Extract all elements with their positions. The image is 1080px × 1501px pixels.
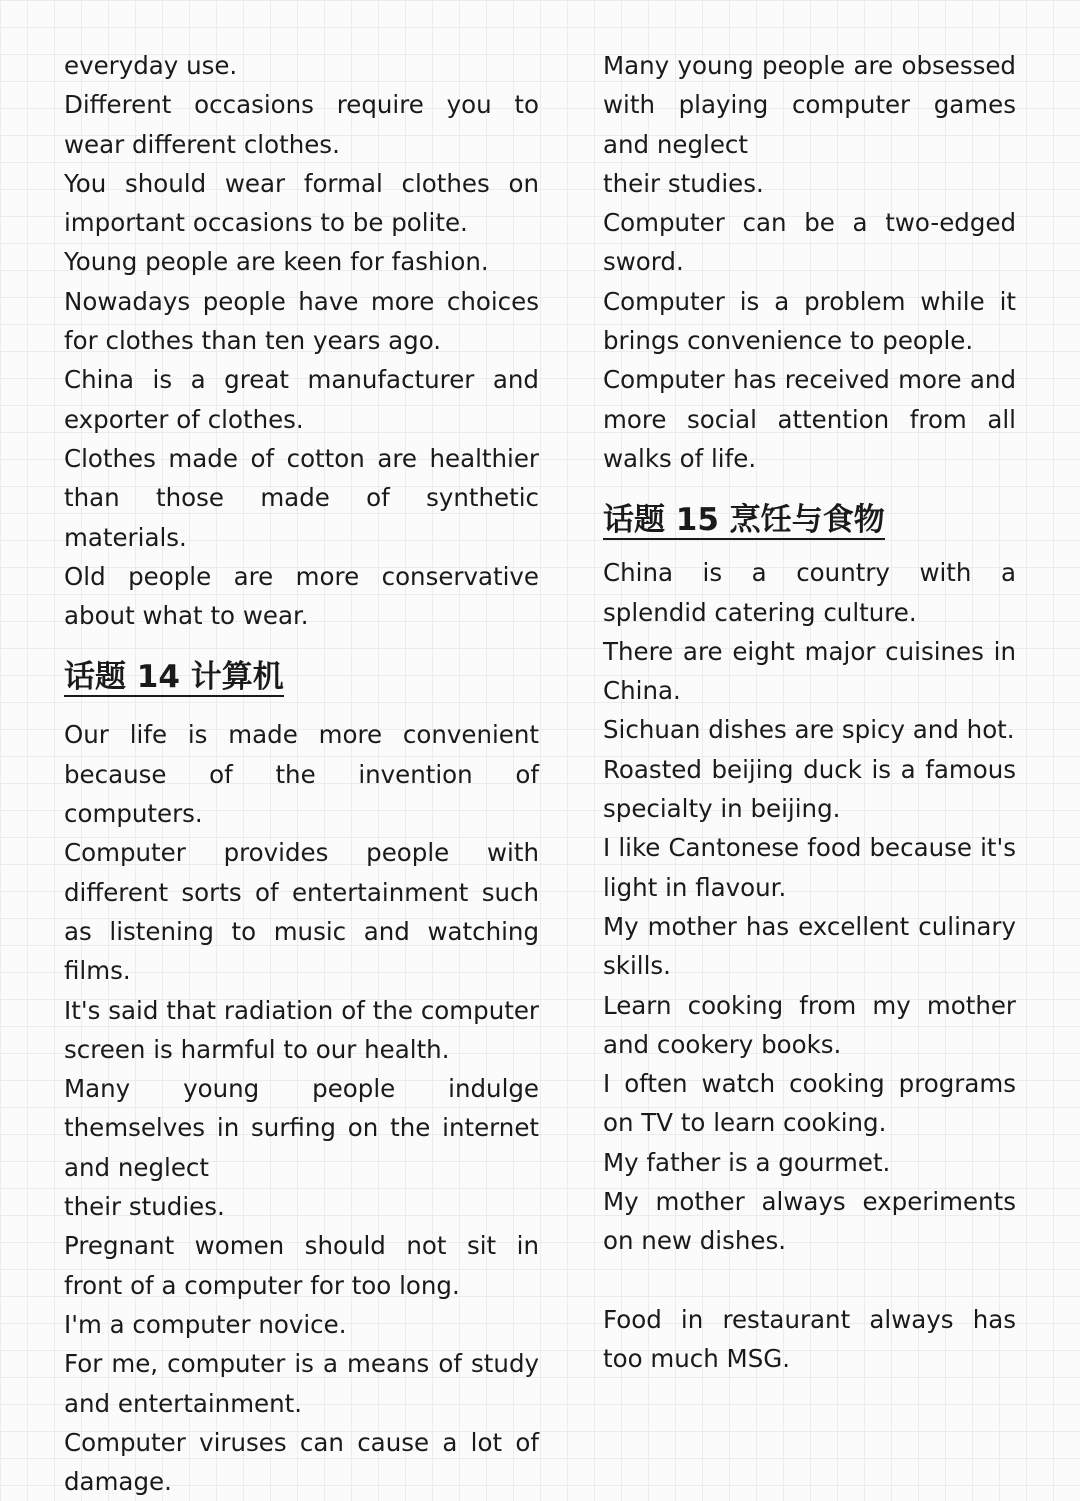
left-column bbox=[64, 46, 539, 1501]
text-line: Many young people are obsessed with playing computer games and neglect their studies. bbox=[603, 51, 1016, 198]
text-line: Young people are keen for fashion. bbox=[64, 247, 489, 277]
text-line: For me, computer is a means of study and entertainment. bbox=[64, 1349, 539, 1418]
text-line: I like Cantonese food because it's light in flavour. bbox=[603, 833, 1016, 902]
text-line: Our life is made more convenient because of the invention of computers. bbox=[64, 720, 539, 829]
text-line: I often watch cooking programs on TV to learn cooking. bbox=[603, 1069, 1016, 1138]
text-line: everyday use. bbox=[64, 51, 238, 80]
text-line: China is a great manufacturer and exporter of clothes. bbox=[64, 365, 539, 434]
text-line: Old people are more conservative about what to wear. bbox=[64, 561, 539, 631]
text-line: Nowadays people have more choices for clothes than ten years ago. bbox=[64, 286, 539, 356]
topic-14-heading bbox=[64, 657, 539, 697]
text-line: Food in restaurant always has too much MSG. bbox=[603, 1304, 1016, 1374]
text-line: Computer is a problem while it brings convenience to people. bbox=[603, 286, 1016, 356]
text-line: My father is a gourmet. bbox=[603, 1147, 891, 1177]
text-line: There are eight major cuisines in China. bbox=[603, 636, 1016, 706]
text-line: Learn cooking from my mother and cookery books. bbox=[603, 990, 1016, 1059]
text-line: Roasted beijing duck is a famous specialty in beijing. bbox=[603, 754, 1016, 824]
right-column bbox=[603, 46, 1016, 1379]
text-line: I'm a computer novice. bbox=[64, 1309, 347, 1339]
topic-15-heading-text: 话题 15 烹饪与食物 bbox=[603, 502, 885, 539]
text-line: You should wear formal clothes on important occasions to be polite. bbox=[64, 168, 539, 238]
text-line: Many young people indulge themselves in surfing on the internet and neglect their studies. bbox=[64, 1074, 539, 1222]
blank-line bbox=[603, 1261, 1016, 1300]
text-line: My mother has excellent culinary skills. bbox=[603, 911, 1016, 981]
text-line: It's said that radiation of the computer screen is harmful to our health. bbox=[64, 995, 539, 1064]
text-line: Computer has received more and more social attention from all walks of life. bbox=[603, 365, 1016, 473]
topic-15-heading bbox=[603, 500, 1016, 540]
text-line: Computer can be a two-edged sword. bbox=[603, 208, 1016, 277]
text-line: Computer viruses can cause a lot of damage. bbox=[64, 1427, 539, 1497]
text-line: Different occasions require you to wear different clothes. bbox=[64, 90, 539, 159]
text-line: Computer provides people with different sorts of entertainment such as listening to music and watching films. bbox=[64, 838, 539, 986]
text-line: Sichuan dishes are spicy and hot. bbox=[603, 715, 1015, 745]
text-line: Clothes made of cotton are healthier than those made of synthetic materials. bbox=[64, 443, 539, 552]
topic-14-heading-text: 话题 14 计算机 bbox=[64, 659, 284, 696]
text-line: Pregnant women should not sit in front of a computer for too long. bbox=[64, 1231, 539, 1300]
text-line: My mother always experiments on new dishes. bbox=[603, 1187, 1016, 1256]
text-line: China is a country with a splendid catering culture. bbox=[603, 558, 1016, 627]
